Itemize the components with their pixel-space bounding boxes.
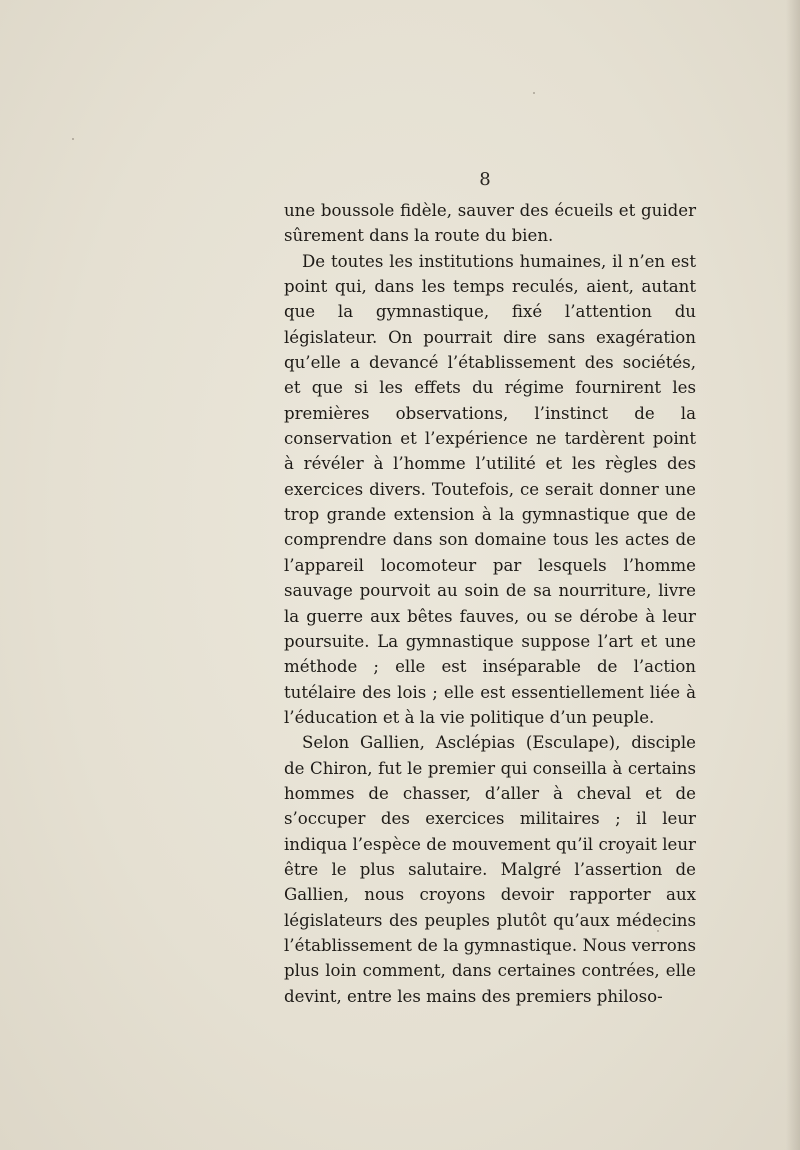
paragraph-gallien: Selon Gallien, Asclépias (Esculape), disciple de Chiron, fut le premier qui conseilla à certains hommes de chasser, d’aller à cheval et de s’occuper des exercices militaires ; il leur indiqua l’espèce de mouvement qu’il croyait leur être le plus salutaire. Malgré l’assertion de Gallien, nous croyons devoir rapporter aux législateurs des peuples plutôt qu’aux médecins l’établissement de la gymnastique. Nous verrons plus loin comment, dans certaines contrées, elle devint, entre les mains des premiers philoso- bbox=[284, 733, 696, 1006]
paper-speck bbox=[533, 92, 535, 94]
body-text bbox=[284, 198, 696, 1009]
page-number: 8 bbox=[479, 169, 491, 190]
paragraph-gymnastique-institutions: De toutes les institutions humaines, il n’en est point qui, dans les temps reculés, aient, autant que la gymnastique, fixé l’attention du législateur. On pourrait dire sans exagération qu’elle a devancé l’établissement des sociétés, et que si les effets du régime fournirent les premières observations, l’instinct de la conservation et l’expérience ne tardèrent point à révéler à l’homme l’utilité et les règles des exercices divers. Toutefois, ce serait donner une trop grande extension à la gymnastique que de comprendre dans son domaine tous les actes de l’appareil locomoteur par lesquels l’homme sauvage pourvoit au soin de sa nourriture, livre la guerre aux bêtes fauves, ou se dérobe à leur poursuite. La gymnastique suppose l’art et une méthode ; elle est inséparable de l’action tutélaire des lois ; elle est essentiellement liée à l’éducation et à la vie politique d’un peuple. bbox=[284, 251, 696, 727]
paragraph-continuation: une boussole fidèle, sauver des écueils et guider sûrement dans la route du bien. bbox=[284, 201, 696, 246]
paper-speck bbox=[72, 138, 74, 140]
